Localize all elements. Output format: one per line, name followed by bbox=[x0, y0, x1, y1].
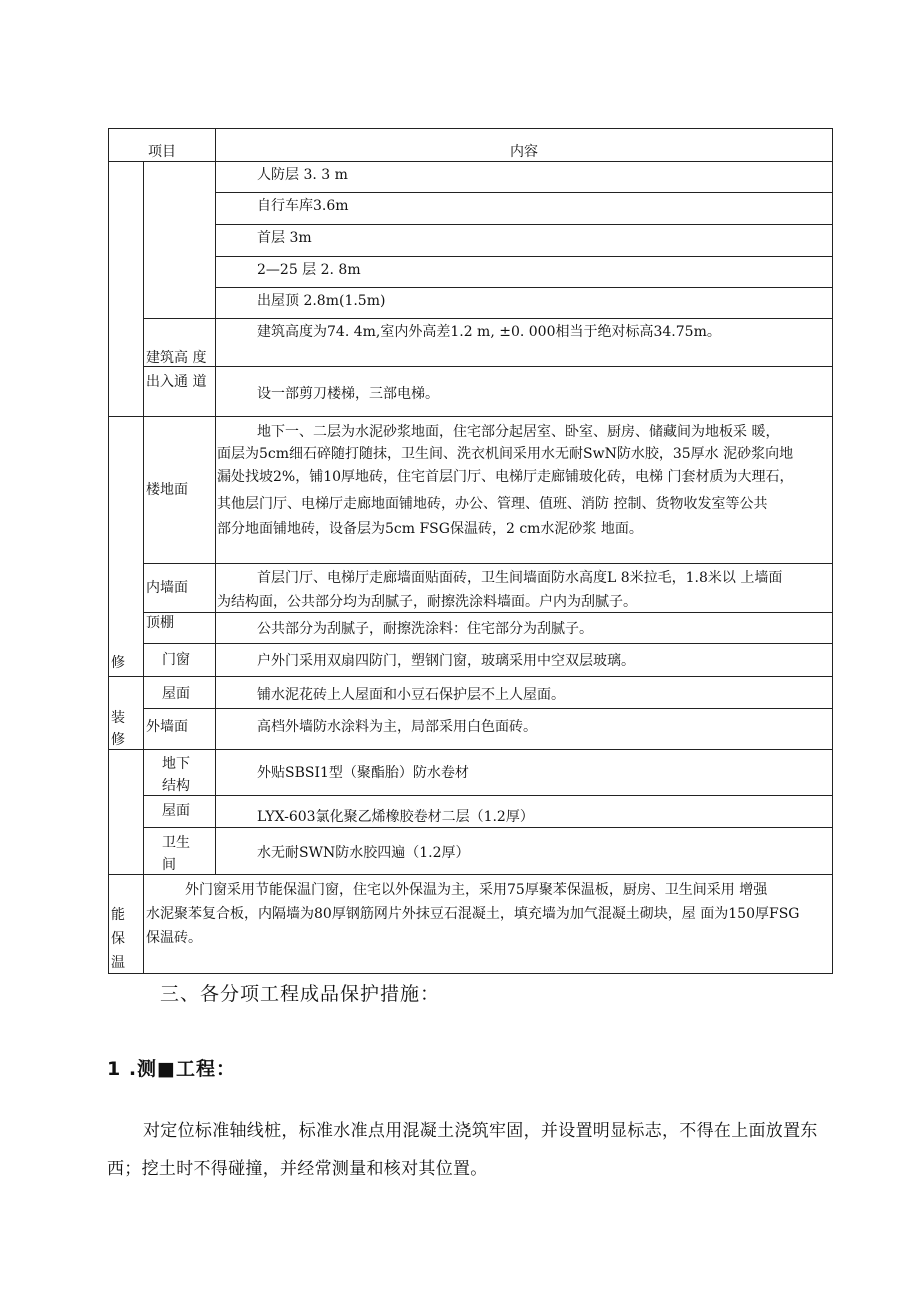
insulation-line: 外门窗采用节能保温门窗，住宅以外保温为主，采用75厚聚苯保温板，厨房、卫生间采用 增强 bbox=[185, 882, 768, 898]
table-bottom-border bbox=[108, 973, 833, 974]
header-content: 内容 bbox=[510, 144, 538, 160]
subheading: 1 .测■工程： bbox=[107, 1058, 237, 1080]
wp-roof-label: 屋面 bbox=[162, 803, 190, 819]
insulation-line: 保温砖。 bbox=[146, 930, 202, 946]
height-row: 出屋顶 2.8m(1.5m) bbox=[257, 293, 386, 309]
row-line bbox=[143, 827, 833, 828]
row-line bbox=[143, 366, 833, 367]
header-bottom-line bbox=[108, 161, 833, 162]
row-line bbox=[215, 192, 833, 193]
underground-value: 外贴SBSI1型（聚酯胎）防水卷材 bbox=[257, 765, 469, 781]
access-value: 设一部剪刀楼梯，三部电梯。 bbox=[257, 386, 439, 402]
table-right-border bbox=[832, 128, 833, 974]
building-height-value: 建筑高度为74. 4m,室内外高差1.2 m, ±0. 000相当于绝对标高34.75m。 bbox=[257, 324, 721, 340]
floor-label: 楼地面 bbox=[146, 482, 188, 498]
building-height-label: 建筑高 度 bbox=[146, 350, 207, 366]
row-line bbox=[108, 874, 833, 875]
doors-value: 户外门采用双扇四防门，塑钢门窗，玻璃采用中空双层玻璃。 bbox=[257, 653, 635, 669]
section-heading: 三、各分项工程成品保护措施： bbox=[160, 983, 441, 1005]
row-line bbox=[143, 318, 833, 319]
height-row: 2—25 层 2. 8m bbox=[257, 262, 361, 278]
body-paragraph: 对定位标准轴线桩，标准水准点用混凝土浇筑牢固，并设置明显标志，不得在上面放置东西；挖土时不得碰撞，并经常测量和核对其位置。 bbox=[107, 1121, 818, 1179]
inner-wall-line: 为结构面，公共部分均为刮腻子，耐擦洗涂料墙面。户内为刮腻子。 bbox=[217, 594, 637, 610]
row-line bbox=[143, 563, 833, 564]
row-line bbox=[215, 224, 833, 225]
insulation-line: 水泥聚苯复合板，内隔墙为80厚钢筋网片外抹豆石混凝土，填充墙为加气混凝土砌块，屋 面为150厚FSG bbox=[146, 906, 800, 922]
table-top-border bbox=[108, 128, 833, 129]
roof-value: 铺水泥花砖上人屋面和小豆石保护层不上人屋面。 bbox=[257, 687, 565, 703]
bathroom-value: 水无耐SWN防水胶四遍（1.2厚） bbox=[257, 845, 470, 861]
height-row: 首层 3m bbox=[257, 230, 312, 246]
row-line bbox=[143, 708, 833, 709]
floor-line: 面层为5cm细石碎随打随抹，卫生间、洗衣机间采用水无耐SwN防水胶，35厚水 泥砂浆向地 bbox=[217, 446, 794, 462]
floor-line: 地下一、二层为水泥砂浆地面，住宅部分起居室、卧室、厨房、储藏间为地板采 暖， bbox=[257, 424, 780, 440]
row-line bbox=[108, 749, 833, 750]
row-line bbox=[143, 643, 833, 644]
inner-wall-label: 内墙面 bbox=[146, 580, 188, 596]
height-row: 自行车库3.6m bbox=[257, 198, 349, 214]
section-char-zhuangxiu: 装修 bbox=[111, 710, 125, 748]
inner-wall-line: 首层门厅、电梯厅走廊墙面贴面砖，卫生间墙面防水高度L 8米拉毛，1.8米以 上墙面 bbox=[257, 570, 783, 586]
height-row: 人防层 3. 3 m bbox=[257, 167, 348, 183]
floor-line: 部分地面铺地砖，设备层为5cm FSG保温砖，2 cm水泥砂浆 地面。 bbox=[217, 521, 643, 537]
underground-label: 地下结构 bbox=[162, 756, 190, 794]
wp-roof-value: LYX-603氯化聚乙烯橡胶卷材二层（1.2厚） bbox=[257, 809, 534, 825]
access-label: 出入通 道 bbox=[146, 374, 207, 390]
row-line bbox=[215, 256, 833, 257]
insulation-label: 能保温 bbox=[111, 907, 125, 971]
table-left-border bbox=[108, 128, 109, 974]
outer-wall-value: 高档外墙防水涂料为主，局部采用白色面砖。 bbox=[257, 719, 537, 735]
section-char-xiu: 修 bbox=[111, 655, 125, 671]
doors-label: 门窗 bbox=[162, 652, 190, 668]
ceiling-label: 顶棚 bbox=[146, 615, 174, 631]
row-line bbox=[143, 612, 833, 613]
column-divider bbox=[215, 128, 216, 874]
row-line bbox=[143, 795, 833, 796]
bathroom-label: 卫生间 bbox=[162, 835, 190, 873]
row-line bbox=[108, 676, 833, 677]
roof-label: 屋面 bbox=[162, 686, 190, 702]
row-line bbox=[215, 287, 833, 288]
row-line bbox=[108, 416, 833, 417]
outer-wall-label: 外墙面 bbox=[146, 719, 188, 735]
header-item: 项目 bbox=[148, 144, 176, 160]
floor-line: 漏处找坡2%，铺10厚地砖，住宅首层门厅、电梯厅走廊铺玻化砖，电梯 门套材质为大理石， bbox=[217, 469, 794, 485]
floor-line: 其他层门厅、电梯厅走廊地面铺地砖，办公、管理、值班、消防 控制、货物收发室等公共 bbox=[217, 496, 768, 512]
ceiling-value: 公共部分为刮腻子，耐擦洗涂料：住宅部分为刮腻子。 bbox=[257, 621, 593, 637]
column-divider bbox=[143, 161, 144, 974]
